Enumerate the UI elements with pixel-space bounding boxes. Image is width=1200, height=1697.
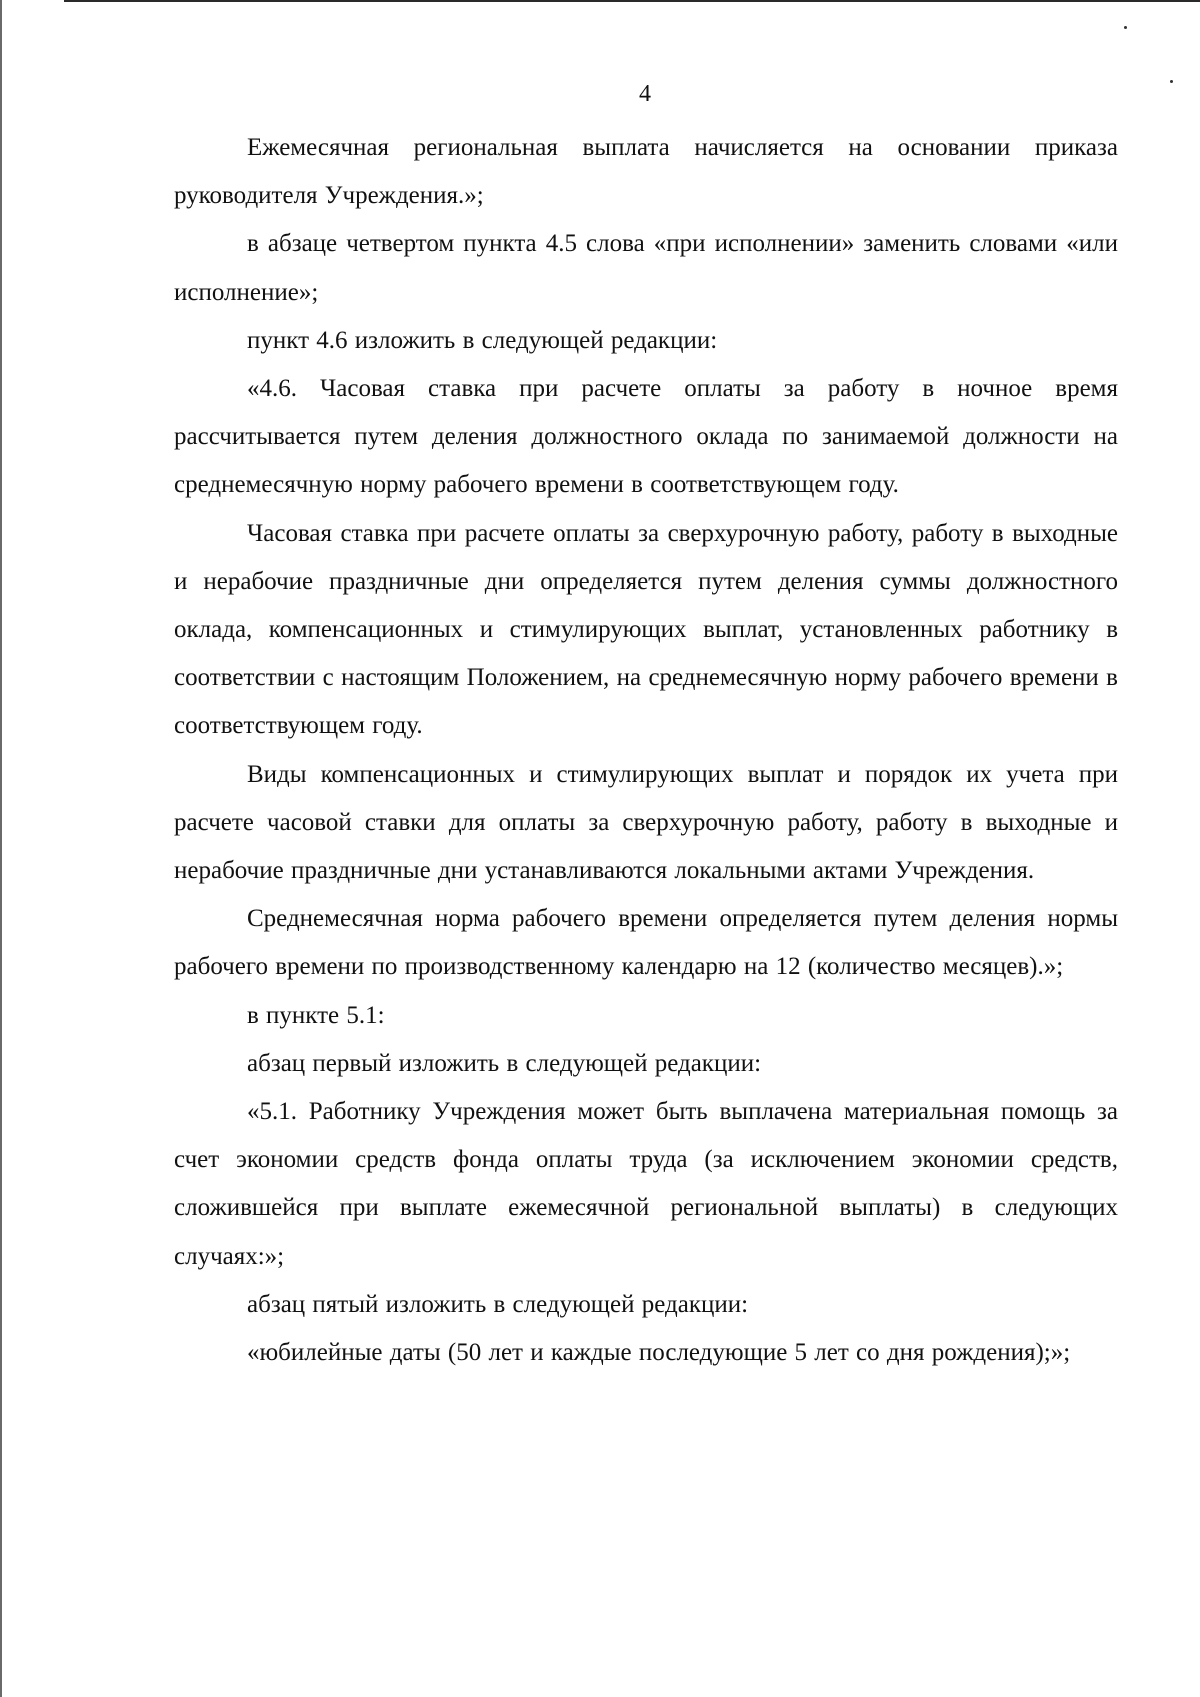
paragraph-monthly-norm: Среднемесячная норма рабочего времени определяется путем деления нормы рабочего времени по производственному календарю на 12 (количество месяцев).»; xyxy=(174,905,1118,981)
paragraph-jubilee-dates: «юбилейные даты (50 лет и каждые последующие 5 лет со дня рождения);»; xyxy=(247,1339,1071,1367)
paragraph-5-1-material-aid: «5.1. Работнику Учреждения может быть выплачена материальная помощь за счет экономии средств фонда оплаты труда (за исключением экономии средств, сложившейся при выплате ежемесячной региональной выплаты) в следующих случаях:»; xyxy=(174,1098,1118,1270)
paragraph-4-6-night-rate: «4.6. Часовая ставка при расчете оплаты за работу в ночное время рассчитывается путем деления должностного оклада по занимаемой должности на среднемесячную норму рабочего времени в соответствующем году. xyxy=(174,375,1118,499)
paragraph-point-4-6-intro: пункт 4.6 изложить в следующей редакции: xyxy=(247,326,718,354)
paragraph-payment-types: Виды компенсационных и стимулирующих выплат и порядок их учета при расчете часовой ставки для оплаты за сверхурочную работу, работу в выходные и нерабочие праздничные дни устанавливаются локальными актами Учреждения. xyxy=(174,760,1118,885)
paragraph-amend-4-5: в абзаце четвертом пункта 4.5 слова «при исполнении» заменить словами «или исполнение»; xyxy=(174,230,1118,306)
document-body xyxy=(174,124,1118,1377)
paragraph-point-5-1: в пункте 5.1: xyxy=(247,1001,385,1029)
paragraph-overtime-rate: Часовая ставка при расчете оплаты за сверхурочную работу, работу в выходные и нерабочие праздничные дни определяется путем деления суммы должностного оклада, компенсационных и стимулирующих выплат, установленных работнику в соответствии с настоящим Положением, на среднемесячную норму рабочего времени в соответствующем году. xyxy=(174,519,1118,740)
paragraph-fifth-abzac: абзац пятый изложить в следующей редакции: xyxy=(247,1290,749,1318)
paragraph-first-abzac: абзац первый изложить в следующей редакции: xyxy=(247,1049,762,1077)
paragraph-regional-payment: Ежемесячная региональная выплата начисляется на основании приказа руководителя Учреждения.»; xyxy=(174,134,1118,210)
page-number: 4 xyxy=(639,81,651,107)
